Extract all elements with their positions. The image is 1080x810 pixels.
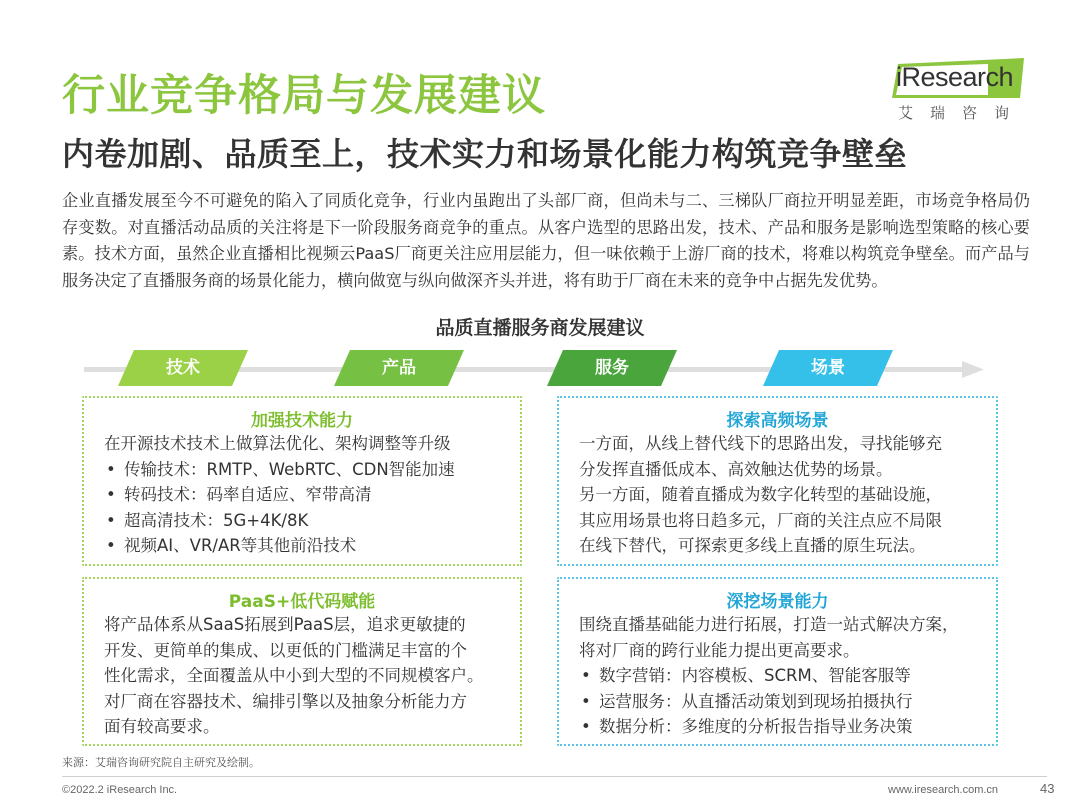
card-explore-line: 在线下替代，可探索更多线上直播的原生玩法。	[579, 536, 926, 555]
website-link[interactable]: www.iresearch.com.cn	[888, 784, 999, 796]
logo-brand-text: iResearch	[896, 62, 1014, 92]
step-scene-label: 场景	[811, 358, 845, 378]
step-tech-label: 技术	[166, 358, 200, 378]
source-note: 来源：艾瑞咨询研究院自主研究及绘制。	[62, 756, 260, 769]
card-product-line: 面有较高要求。	[104, 717, 220, 736]
page-title: 行业竞争格局与发展建议	[62, 71, 546, 121]
card-product-line: 开发、更简单的集成、以更低的门槛满足丰富的个	[104, 640, 467, 660]
footer-divider	[62, 776, 1047, 777]
card-tech	[82, 396, 522, 566]
card-deepen-line: 围绕直播基础能力进行拓展，打造一站式解决方案，	[579, 615, 959, 634]
list-item: • 转码技术：码率自适应、窄带高清	[106, 485, 372, 504]
list-item: • 运营服务：从直播活动策划到现场拍摄执行	[581, 691, 913, 711]
step-service-label: 服务	[595, 358, 629, 378]
copyright-text: ©2022.2 iResearch Inc.	[62, 784, 178, 796]
page-number: 43	[1040, 781, 1055, 796]
page-subtitle: 内卷加剧、品质至上，技术实力和场景化能力构筑竞争壁垒	[62, 135, 908, 173]
card-deepen-line: 将对厂商的跨行业能力提出更高要求。	[579, 640, 860, 660]
card-deepen-body	[579, 612, 959, 740]
step-tech	[118, 350, 248, 386]
step-product-label: 产品	[382, 358, 416, 378]
card-explore	[557, 396, 998, 566]
card-explore-body	[579, 431, 942, 559]
iresearch-logo	[892, 58, 1027, 128]
list-item: • 数据分析：多维度的分析报告指导业务决策	[581, 717, 913, 736]
diagram-heading: 品质直播服务商发展建议	[435, 317, 645, 339]
card-explore-title: 探索高频场景	[726, 411, 829, 431]
card-explore-line: 另一方面，随着直播成为数字化转型的基础设施，	[579, 485, 942, 504]
card-product-line: 性化需求，全面覆盖从中小到大型的不同规模客户。	[104, 666, 484, 685]
card-product-line: 将产品体系从SaaS拓展到PaaS层，追求更敏捷的	[104, 615, 466, 634]
card-explore-line: 一方面，从线上替代线下的思路出发，寻找能够充	[579, 434, 942, 453]
card-product-line: 对厂商在容器技术、编排引擎以及抽象分析能力方	[104, 691, 467, 711]
list-item: • 数字营销：内容模板、SCRM、智能客服等	[581, 666, 911, 685]
list-item: • 传输技术：RMTP、WebRTC、CDN智能加速	[106, 459, 455, 479]
card-product-title: PaaS+低代码赋能	[228, 592, 376, 612]
card-tech-lead: 在开源技术技术上做算法优化、架构调整等升级	[104, 434, 451, 453]
step-service	[547, 350, 677, 386]
card-product	[82, 577, 522, 746]
list-item: • 视频AI、VR/AR等其他前沿技术	[106, 536, 357, 555]
card-product-body	[104, 612, 484, 740]
list-item: • 超高清技术：5G+4K/8K	[106, 510, 309, 530]
card-explore-line: 分发挥直播低成本、高效触达优势的场景。	[579, 459, 893, 479]
card-tech-title: 加强技术能力	[251, 411, 353, 431]
intro-paragraph: 企业直播发展至今不可避免的陷入了同质化竞争，行业内虽跑出了头部厂商，但尚未与二、三梯队厂商拉开明显差距，市场竞争格局仍存变数。对直播活动品质的关注将是下一阶段服务商竞争的重点。从客户选型的思路出发，技术、产品和服务是影响选型策略的核心要素。技术方面，虽然企业直播相比视频云PaaS厂商更关注应用层能力，但一味依赖于上游厂商的技术，将难以构筑竞争壁垒。而产品与服务决定了直播服务商的场景化能力，横向做宽与纵向做深齐头并进，将有助于厂商在未来的竞争中占据先发优势。	[62, 191, 1030, 290]
card-deepen-title: 深挖场景能力	[726, 592, 829, 612]
card-deepen	[557, 577, 998, 746]
card-explore-line: 其应用场景也将日趋多元，厂商的关注点应不局限	[579, 510, 942, 530]
card-tech-body	[104, 431, 455, 559]
step-product	[334, 350, 464, 386]
step-scene	[763, 350, 893, 386]
logo-chinese-text: 艾瑞咨询	[898, 104, 1027, 122]
